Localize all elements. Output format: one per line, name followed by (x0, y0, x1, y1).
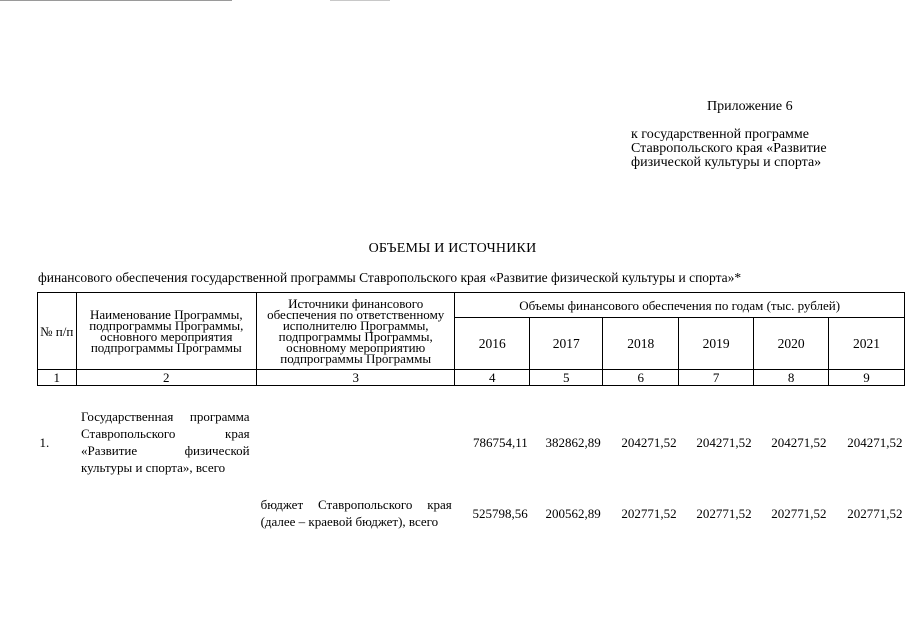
row-value: 204271,52 (771, 434, 827, 450)
column-number: 1 (38, 370, 77, 386)
header-volumes: Объемы финансового обеспечения по годам (тыс. рублей) (455, 293, 905, 318)
row-source (257, 386, 455, 497)
scan-artifact-line (0, 0, 232, 1)
header-year: 2019 (679, 318, 754, 370)
column-number: 8 (754, 370, 829, 386)
row-value: 204271,52 (621, 434, 677, 450)
row-value: 382862,89 (545, 434, 601, 450)
row-value: 202771,52 (771, 505, 827, 521)
row-number: 1. (39, 434, 50, 450)
row-value: 200562,89 (545, 505, 601, 521)
table-row (38, 496, 905, 530)
row-name: Государственная программа Ставропольского края «Развитие физической культуры и спорта», всего (81, 409, 250, 475)
header-year: 2020 (754, 318, 829, 370)
column-numbers-row (38, 370, 905, 386)
row-value: 786754,11 (472, 434, 528, 450)
financing-table (37, 292, 905, 530)
appendix-number: Приложение 6 (707, 99, 793, 114)
row-value: 202771,52 (696, 505, 752, 521)
column-number: 3 (257, 370, 455, 386)
column-number: 4 (455, 370, 530, 386)
row-value: 202771,52 (847, 505, 903, 521)
row-value: 202771,52 (621, 505, 677, 521)
column-number: 2 (76, 370, 257, 386)
header-source: Источники финансового обеспечения по ответственному исполнителю Программы, подпрограммы Программы, основному мероприятию подпрограммы Программы (257, 293, 455, 370)
row-value: 204271,52 (847, 434, 903, 450)
column-number: 9 (829, 370, 905, 386)
header-year: 2016 (455, 318, 530, 370)
document-title: ОБЪЕМЫ И ИСТОЧНИКИ (368, 241, 537, 256)
header-name: Наименование Программы, подпрограммы Программы, основного мероприятия подпрограммы Программы (76, 293, 257, 370)
row-value: 525798,56 (472, 505, 528, 521)
row-name (76, 496, 257, 530)
scan-artifact-line (330, 0, 390, 1)
column-number: 5 (530, 370, 603, 386)
header-year: 2018 (603, 318, 679, 370)
header-year: 2017 (530, 318, 603, 370)
document-subtitle: финансового обеспечения государственной программы Ставропольского края «Развитие физической культуры и спорта»* (38, 270, 742, 285)
appendix-reference: к государственной программе Ставропольского края «Развитие физической культуры и спорта» (631, 127, 827, 170)
header-row (38, 293, 905, 318)
row-number (38, 496, 77, 530)
row-value: 204271,52 (696, 434, 752, 450)
header-year: 2021 (829, 318, 905, 370)
header-num: № п/п (38, 293, 77, 370)
column-number: 6 (603, 370, 679, 386)
column-number: 7 (679, 370, 754, 386)
table-row (38, 386, 905, 497)
row-source: бюджет Ставропольского края (далее – краевой бюджет), всего (260, 497, 452, 529)
